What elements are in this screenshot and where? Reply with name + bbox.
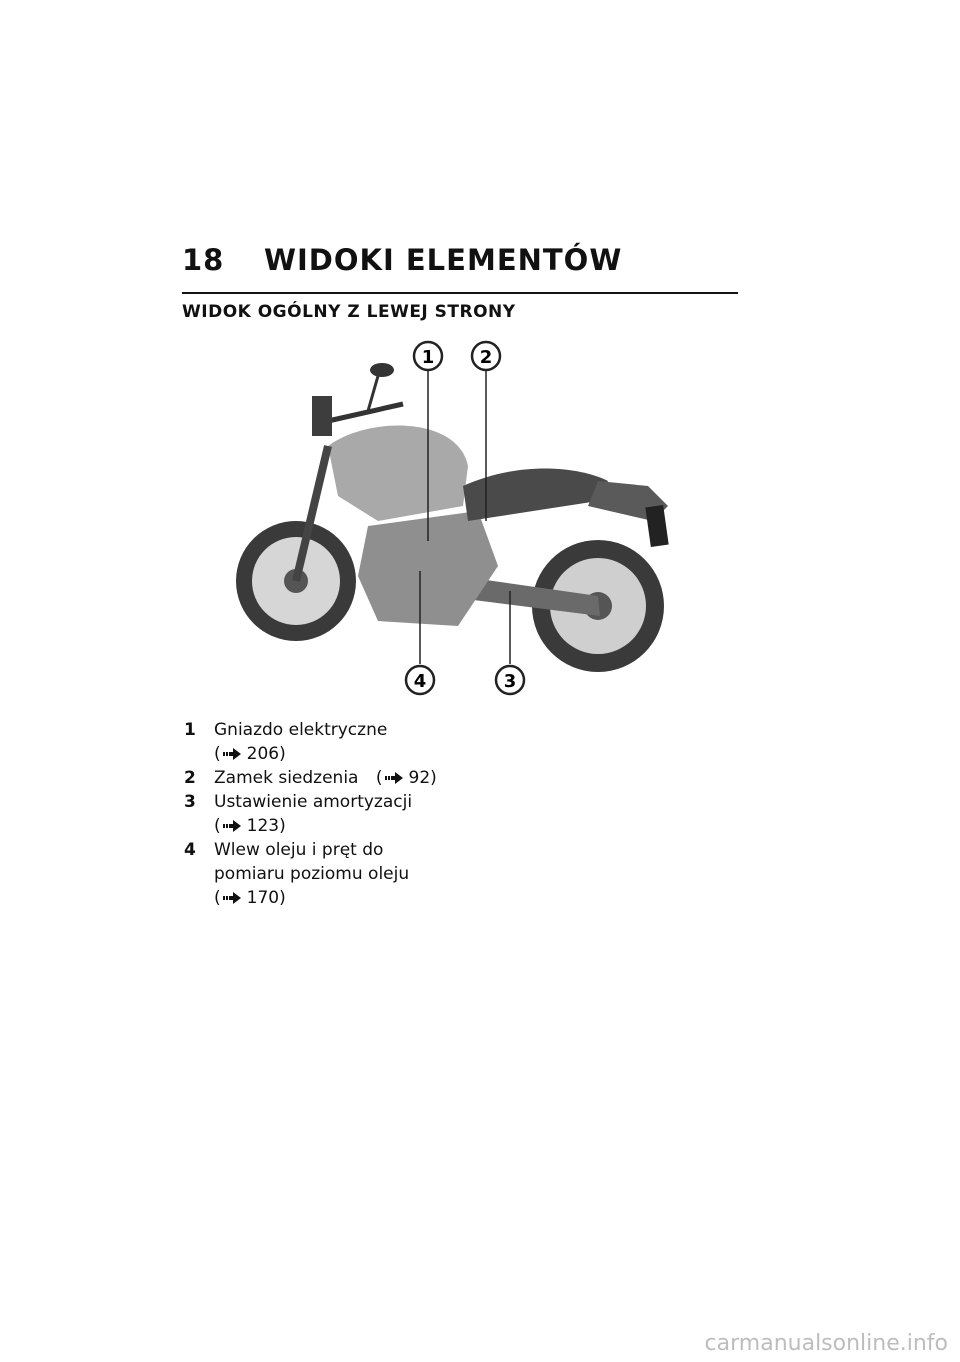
legend-number: 4 bbox=[184, 840, 196, 860]
page-arrow-icon bbox=[385, 772, 403, 784]
page-reference[interactable]: ( 92 ) bbox=[375, 768, 437, 788]
legend-text: Wlew oleju i pręt do bbox=[214, 840, 384, 860]
legend-item bbox=[184, 790, 484, 838]
legend-text: Zamek siedzenia bbox=[214, 768, 359, 788]
legend-item bbox=[184, 766, 484, 790]
page-number: 123 bbox=[246, 816, 280, 836]
legend-number: 3 bbox=[184, 792, 196, 812]
legend-item bbox=[184, 718, 484, 766]
handlebar bbox=[328, 404, 403, 421]
page-number: 206 bbox=[246, 744, 280, 764]
page-reference[interactable]: ( 123 ) bbox=[214, 816, 286, 836]
legend-text: Ustawienie amortyzacji bbox=[214, 792, 413, 812]
motorcycle-illustration bbox=[228, 336, 698, 700]
page-number: 170 bbox=[246, 888, 280, 908]
chapter-title: WIDOKI ELEMENTÓW bbox=[264, 243, 623, 277]
callout-4-label: 4 bbox=[413, 671, 427, 692]
license-plate bbox=[645, 505, 668, 547]
callout-1 bbox=[414, 342, 442, 370]
chapter-heading bbox=[182, 243, 738, 277]
mirror bbox=[370, 363, 394, 377]
legend-text: pomiaru poziomu oleju bbox=[214, 864, 410, 884]
callout-3-label: 3 bbox=[503, 671, 517, 692]
page-reference[interactable]: ( 206 ) bbox=[214, 744, 286, 764]
watermark: carmanualsonline.info bbox=[704, 1331, 948, 1356]
page-number: 92 bbox=[408, 768, 431, 788]
fuel-tank bbox=[328, 426, 468, 521]
page-arrow-icon bbox=[223, 892, 241, 904]
seat bbox=[463, 469, 608, 522]
callout-3 bbox=[496, 666, 524, 694]
page-reference[interactable]: ( 170 ) bbox=[214, 888, 286, 908]
legend-number: 2 bbox=[184, 768, 196, 788]
legend-item bbox=[184, 838, 484, 910]
callout-4 bbox=[406, 666, 434, 694]
callout-2-label: 2 bbox=[479, 347, 493, 368]
heading-rule bbox=[182, 292, 738, 294]
legend-text: Gniazdo elektryczne bbox=[214, 720, 388, 740]
section-title: WIDOK OGÓLNY Z LEWEJ STRONY bbox=[182, 302, 516, 322]
page-arrow-icon bbox=[223, 748, 241, 760]
headlight bbox=[312, 396, 332, 436]
chapter-number: 18 bbox=[182, 243, 225, 277]
legend-number: 1 bbox=[184, 720, 196, 740]
callout-2 bbox=[472, 342, 500, 370]
mirror-stem bbox=[368, 376, 378, 411]
page-arrow-icon bbox=[223, 820, 241, 832]
callout-1-label: 1 bbox=[421, 347, 435, 368]
callout-legend bbox=[184, 718, 484, 910]
